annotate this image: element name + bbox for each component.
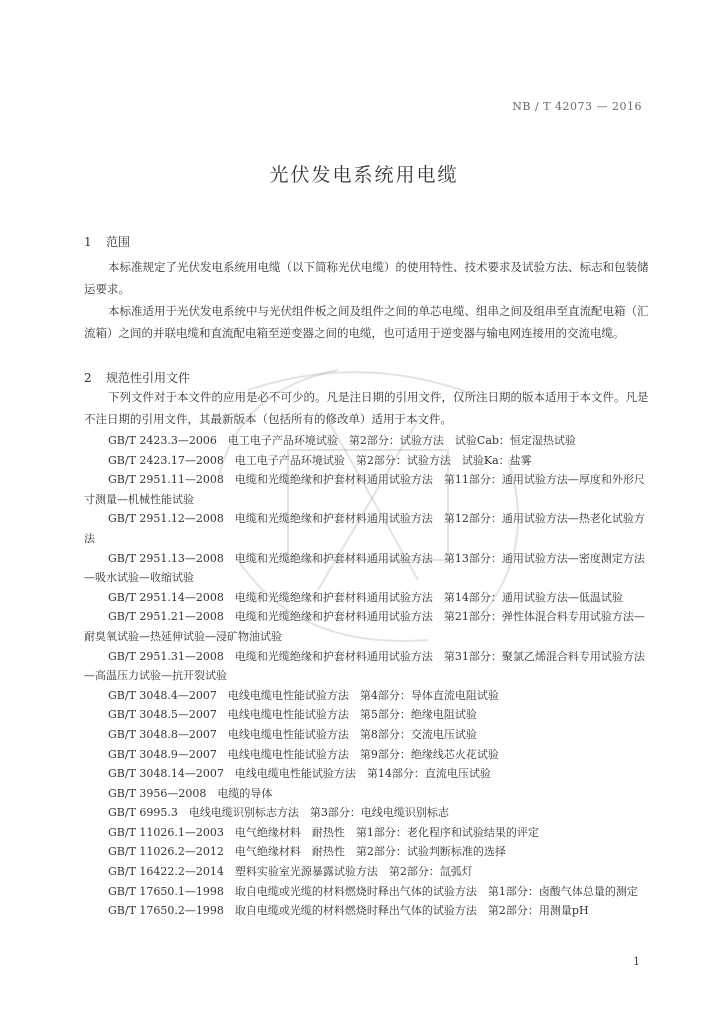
scope-paragraph-1: 本标准规定了光伏发电系统用电缆（以下简称光伏电缆）的使用特性、技术要求及试验方法、标志和包装储运要求。 <box>84 260 649 296</box>
scope-paragraph-2: 本标准适用于光伏发电系统中与光伏组件板之间及组件之间的单芯电缆、组串之间及组串至直流配电箱（汇流箱）之间的并联电缆和直流配电箱至逆变器之间的电缆，也可适用于逆变器与输电网连接用的交流电缆。 <box>84 304 649 340</box>
reference-item: GB/T 3048.4—2007 电线电缆电性能试验方法 第4部分：导体直流电阻试验 <box>108 688 499 702</box>
section-1-title: 范围 <box>106 235 131 249</box>
document-title: 光伏发电系统用电缆 <box>269 164 459 186</box>
reference-item: GB/T 2951.21—2008 电缆和光缆绝缘和护套材料通用试验方法 第21部分：弹性体混合料专用试验方法—耐臭氧试验—热延伸试验—浸矿物油试验 <box>84 610 645 643</box>
reference-item: GB/T 2951.31—2008 电缆和光缆绝缘和护套材料通用试验方法 第31部分：聚氯乙烯混合料专用试验方法—高温压力试验—抗开裂试验 <box>84 649 645 683</box>
reference-item: GB/T 3048.9—2007 电线电缆电性能试验方法 第9部分：绝缘线芯火花试验 <box>108 747 499 761</box>
reference-item: GB/T 2951.14—2008 电缆和光缆绝缘和护套材料通用试验方法 第14部分：通用试验方法—低温试验 <box>108 590 623 604</box>
section-2-number: 2 <box>84 371 92 385</box>
reference-list <box>84 431 654 921</box>
reference-item: GB/T 6995.3 电线电缆识别标志方法 第3部分：电线电缆识别标志 <box>108 806 449 820</box>
section-2-title: 规范性引用文件 <box>106 371 191 385</box>
page-number: 1 <box>633 955 640 968</box>
reference-item: GB/T 2951.12—2008 电缆和光缆绝缘和护套材料通用试验方法 第12部分：通用试验方法—热老化试验方法 <box>84 512 645 545</box>
reference-item: GB/T 3048.8—2007 电线电缆电性能试验方法 第8部分：交流电压试验 <box>108 727 477 741</box>
reference-item: GB/T 11026.1—2003 电气绝缘材料 耐热性 第1部分：老化程序和试验结果的评定 <box>108 825 539 839</box>
section-1-heading <box>84 233 130 250</box>
section-1-number: 1 <box>84 235 92 249</box>
section-2-heading <box>84 369 190 386</box>
reference-item: GB/T 3048.14—2007 电线电缆电性能试验方法 第14部分：直流电压试验 <box>108 767 491 781</box>
reference-item: GB/T 2423.3—2006 电工电子产品环境试验 第2部分：试验方法 试验Cab：恒定湿热试验 <box>108 434 576 447</box>
reference-item: GB/T 17650.1—1998 取自电缆或光缆的材料燃烧时释出气体的试验方法 第1部分：卤酸气体总量的测定 <box>108 884 638 898</box>
standard-number: NB / T 42073 — 2016 <box>512 100 642 113</box>
reference-item: GB/T 3048.5—2007 电线电缆电性能试验方法 第5部分：绝缘电阻试验 <box>108 708 477 722</box>
reference-item: GB/T 17650.2—1998 取自电缆或光缆的材料燃烧时释出气体的试验方法 第2部分：用测量pH <box>108 904 589 918</box>
reference-item: GB/T 2951.13—2008 电缆和光缆绝缘和护套材料通用试验方法 第13部分：通用试验方法—密度测定方法—吸水试验—收缩试验 <box>84 551 645 585</box>
reference-item: GB/T 16422.2—2014 塑料实验室光源暴露试验方法 第2部分：氙弧灯 <box>108 865 473 879</box>
references-intro: 下列文件对于本文件的应用是必不可少的。凡是注日期的引用文件，仅所注日期的版本适用于本文件。凡是不注日期的引用文件，其最新版本（包括所有的修改单）适用于本文件。 <box>84 390 649 426</box>
reference-item: GB/T 11026.2—2012 电气绝缘材料 耐热性 第2部分：试验判断标准的选择 <box>108 845 506 859</box>
reference-item: GB/T 2951.11—2008 电缆和光缆绝缘和护套材料通用试验方法 第11部分：通用试验方法—厚度和外形尺寸测量—机械性能试验 <box>84 473 645 506</box>
reference-item: GB/T 2423.17—2008 电工电子产品环境试验 第2部分：试验方法 试验Ka：盐雾 <box>108 453 532 467</box>
reference-item: GB/T 3956—2008 电缆的导体 <box>108 786 273 800</box>
